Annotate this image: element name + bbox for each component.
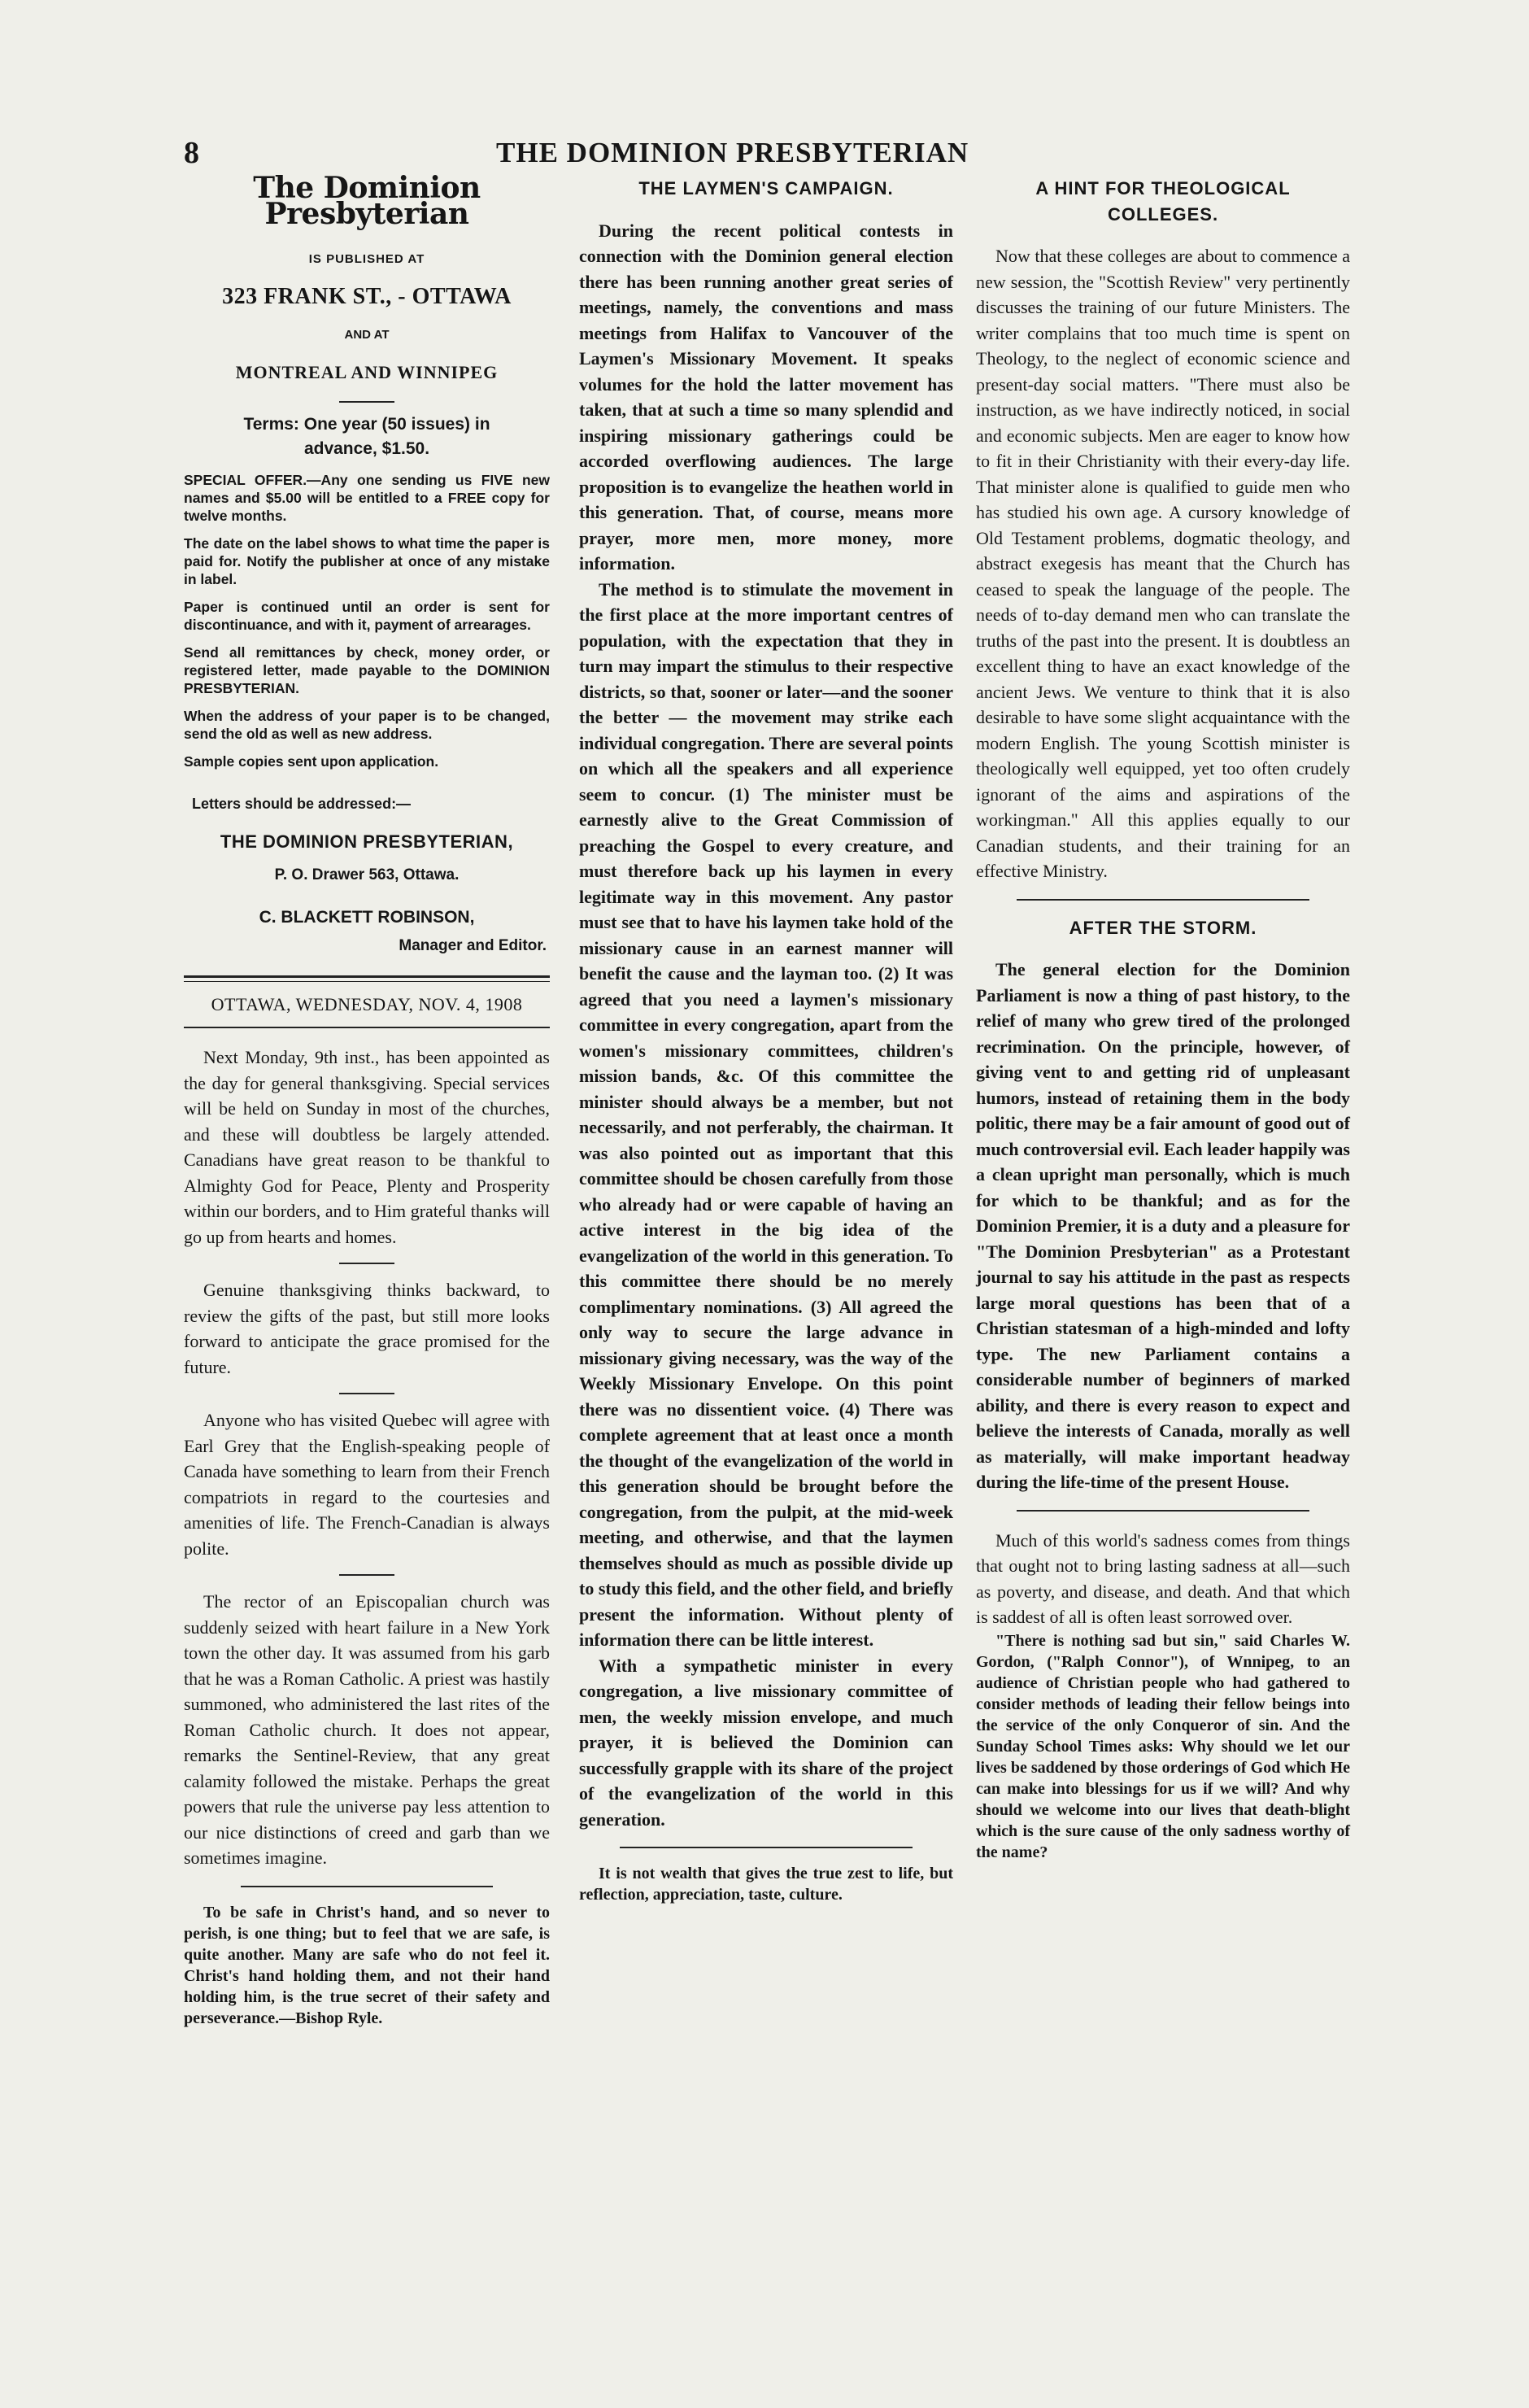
divider — [1017, 1510, 1309, 1512]
article-body — [579, 218, 953, 1833]
closing-quote: To be safe in Christ's hand, and so never to perish, is one thing; but to feel that we are safe, is quite another. Many are safe who do not feel it. Christ's hand holding them, and not their hand holding him, is the true secret of their safety and perseverance.—Bishop Ryle. — [184, 1903, 550, 2027]
article-headline — [976, 176, 1350, 227]
article-headline: AFTER THE STORM. — [1069, 917, 1257, 938]
double-rule — [184, 975, 550, 982]
terms-line-1: Terms: One year (50 issues) in — [243, 415, 490, 434]
closing-quote: It is not wealth that gives the true zest to life, but reflection, appreciation, taste, culture. — [579, 1865, 953, 1904]
dateline: OTTAWA, WEDNESDAY, NOV. 4, 1908 — [211, 993, 523, 1014]
article-body — [976, 243, 1350, 884]
divider — [339, 401, 394, 403]
editor-title: Manager and Editor. — [399, 937, 547, 954]
terms-line-2: advance, $1.50. — [303, 439, 430, 458]
paragraph: "There is nothing sad but sin," said Charles W. Gordon, ("Ralph Connor"), of Wnnipeg, to an audience of Christian people who had gathered to consider methods of leading their fellow beings into the service of the only Conqueror of sin. And the Sunday School Times asks: Why should we let our lives be saddened by those orderings of God which He can make into blessings for us if we will? And why should we welcome into our lives that death-blight which is the sure cause of the only sadness worthy of the name? — [976, 1631, 1350, 1861]
paragraph: With a sympathetic minister in every congregation, a live missionary committee of men, the weekly mission envelope, and much prayer, it is believed the Dominion can successfully grapple with its share of the project of the evangelization of the world in this generation. — [579, 1655, 953, 1830]
divider — [1017, 899, 1309, 901]
editorial-notes — [184, 1045, 550, 2029]
divider — [184, 1027, 550, 1028]
notice-item: When the address of your paper is to be changed, send the old as well as new address. — [184, 708, 550, 742]
divider — [339, 1574, 394, 1576]
headline-line-1: A HINT FOR THEOLOGICAL — [1035, 178, 1291, 198]
divider — [620, 1847, 913, 1848]
paragraph: During the recent political contests in connection with the Dominion general election there has been running another great series of meetings, namely, the conventions and mass meetings from Halifax to Vancouver of the Laymen's Missionary Movement. It speaks volumes for the hold the latter movement has taken, that at such a time so many splendid and inspiring missionary gatherings could be accorded overflowing audiences. The large proposition is to evangelize the heathen world in this generation. That, of course, means more prayer, more men, more money, more information. — [579, 220, 953, 574]
divider — [339, 1263, 394, 1264]
paragraph: The method is to stimulate the movement in the first place at the more important centres of population, with the expectation that they in turn may impart the stimulus to their respective districts, so that, sooner or later—and the sooner the better — the movement may strike each individual congregation. There are several points on which all the speakers and all experience seem to concur. (1) The minister must be earnestly alive to the Great Commission of preaching the Gospel to every creature, and must therefore back up his laymen in every legitimate way in this movement. Any pastor must see that to have his laymen take hold of the missionary cause in an earnest manner will benefit the cause and the layman too. (2) It was agreed that you need a laymen's missionary committee in every congregation, apart from the women's missionary committees, children's mission bands, &c. Of this committee the minister should always be a member, but not necessarily, and not perferably, the chairman. It was also pointed out as important that this committee should be chosen carefully from those who already had or were capable of having an active interest in the big idea of the evangelization of the world in this generation. To this committee there should be no merely complimentary nominations. (3) All agreed the only way to secure the large advance in missionary giving necessary, was the way of the Weekly Missionary Envelope. On this point there was no dissentient voice. (4) There was complete agreement that at least once a month the thought of the evangelization of the world in this generation should be brought before the congregation, from the pulpit, at the mid-week meeting, and otherwise, and that the laymen themselves should as much as possible divide up to study this field, and the other field, and briefly present the information. Without plenty of information there can be little interest. — [579, 578, 953, 1650]
divider — [241, 1886, 493, 1887]
paragraph: Much of this world's sadness comes from things that ought not to bring lasting sadness at all—such as poverty, and disease, and death. And that which is saddest of all is often least sorrowed over. — [976, 1529, 1350, 1627]
divider — [339, 1393, 394, 1394]
letters-label: Letters should be addressed:— — [192, 796, 412, 812]
subscription-terms — [184, 412, 550, 461]
published-at-label: IS PUBLISHED AT — [308, 252, 425, 266]
editor-name: C. BLACKETT ROBINSON, — [259, 907, 475, 927]
paragraph: The general election for the Dominion Parliament is now a thing of past history, to the relief of many who grew tired of the prolonged recrimination. On the principle, however, of giving vent to and getting rid of unpleasant humors, instead of retaining them in the body politic, there may be a fair amount of good out of much controversial evil. Each leader happily was a clean upright man personally, which is much for which to be thankful; and as for the Dominion Premier, it is a duty and a pleasure for "The Dominion Presbyterian" as a Protestant journal to say his attitude in the past as respects large moral questions has been that of a Christian statesman of a high-minded and lofty type. The new Parliament contains a considerable number of beginners of marked ability, and there is every reason to expect and believe the interests of Canada, morally as well as materially, will make important headway during the life-time of the present House. — [976, 959, 1350, 1492]
closing-section — [976, 1528, 1350, 1863]
page-number: 8 — [184, 136, 199, 170]
paragraph: Anyone who has visited Quebec will agree with Earl Grey that the English-speaking people of Canada have something to learn from their French compatriots in regard to the courtesies and amenities of life. The French-Canadian is always polite. — [184, 1410, 550, 1559]
notice-item: The date on the label shows to what time the paper is paid for. Notify the publisher at once of any mistake in label. — [184, 535, 550, 587]
column-2 — [579, 176, 953, 1905]
mailing-drawer: P. O. Drawer 563, Ottawa. — [274, 866, 460, 883]
masthead: THE DOMINION PRESBYTERIAN — [496, 137, 969, 168]
notices — [184, 471, 550, 770]
notice-item: Sample copies sent upon application. — [184, 753, 439, 770]
and-at-label: AND AT — [344, 328, 390, 342]
notice-item: SPECIAL OFFER.—Any one sending us FIVE new names and $5.00 will be entitled to a FREE copy for twelve months. — [184, 472, 550, 524]
article-body — [976, 957, 1350, 1495]
article-headline: THE LAYMEN'S CAMPAIGN. — [638, 178, 894, 198]
paragraph: Next Monday, 9th inst., has been appointed as the day for general thanksgiving. Special services will be held on Sunday in most of the churches, and these will doubtless be largely attended. Canadians have great reason to be thankful to Almighty God for Peace, Plenty and Prosperity within our borders, and to Him grateful thanks will go up from hearts and homes. — [184, 1047, 550, 1247]
column-1 — [184, 171, 550, 2029]
column-3 — [976, 176, 1350, 1863]
paragraph: The rector of an Episcopalian church was suddenly seized with heart failure in a New York town the other day. It was assumed from his garb that he was a Roman Catholic. A priest was hastily summoned, who administered the last rites of the Roman Catholic church. It does not appear, remarks the Sentinel-Review, that any great calamity followed the mistake. Perhaps the great powers that rule the universe pay less attention to our nice distinctions of creed and garb than we sometimes imagine. — [184, 1591, 550, 1868]
headline-line-2: COLLEGES. — [1107, 203, 1219, 225]
publication-title: The Dominion Presbyterian — [253, 171, 481, 231]
mailing-name: THE DOMINION PRESBYTERIAN, — [220, 831, 514, 852]
notice-item: Paper is continued until an order is sent for discontinuance, and with it, payment of arrearages. — [184, 599, 550, 633]
branch-cities: MONTREAL AND WINNIPEG — [235, 361, 499, 382]
notice-item: Send all remittances by check, money order, or registered letter, made payable to the DOMINION PRESBYTERIAN. — [184, 644, 550, 696]
publisher-address: 323 FRANK ST., - OTTAWA — [222, 283, 512, 309]
paragraph: Genuine thanksgiving thinks backward, to review the gifts of the past, but still more looks forward to anticipate the grace promised for the future. — [184, 1280, 550, 1377]
paragraph: Now that these colleges are about to commence a new session, the "Scottish Review" very pertinently discusses the training of our future Ministers. The writer complains that too much time is spent on Theology, to the neglect of economic science and present-day social matters. "There must also be instruction, as we have indirectly noticed, in social and economic subjects. Men are eager to know how to fit in their Christianity with their every-day life. That minister alone is qualified to guide men who has studied his own age. A cursory knowledge of Old Testament problems, dogmatic theology, and abstract exegesis has meant that the Church has ceased to speak the language of the people. The needs of to-day demand men who can translate the truths of the past into the present. It is doubtless an excellent thing to have an exact knowledge of the ancient Jews. We venture to think that it is also desirable to have some slight acquaintance with the modern English. The young Scottish minister is theologically well equipped, yet too often crudely ignorant of the aims and aspirations of the workingman." All this applies equally to our Canadian students, and their training for an effective Ministry. — [976, 246, 1350, 881]
